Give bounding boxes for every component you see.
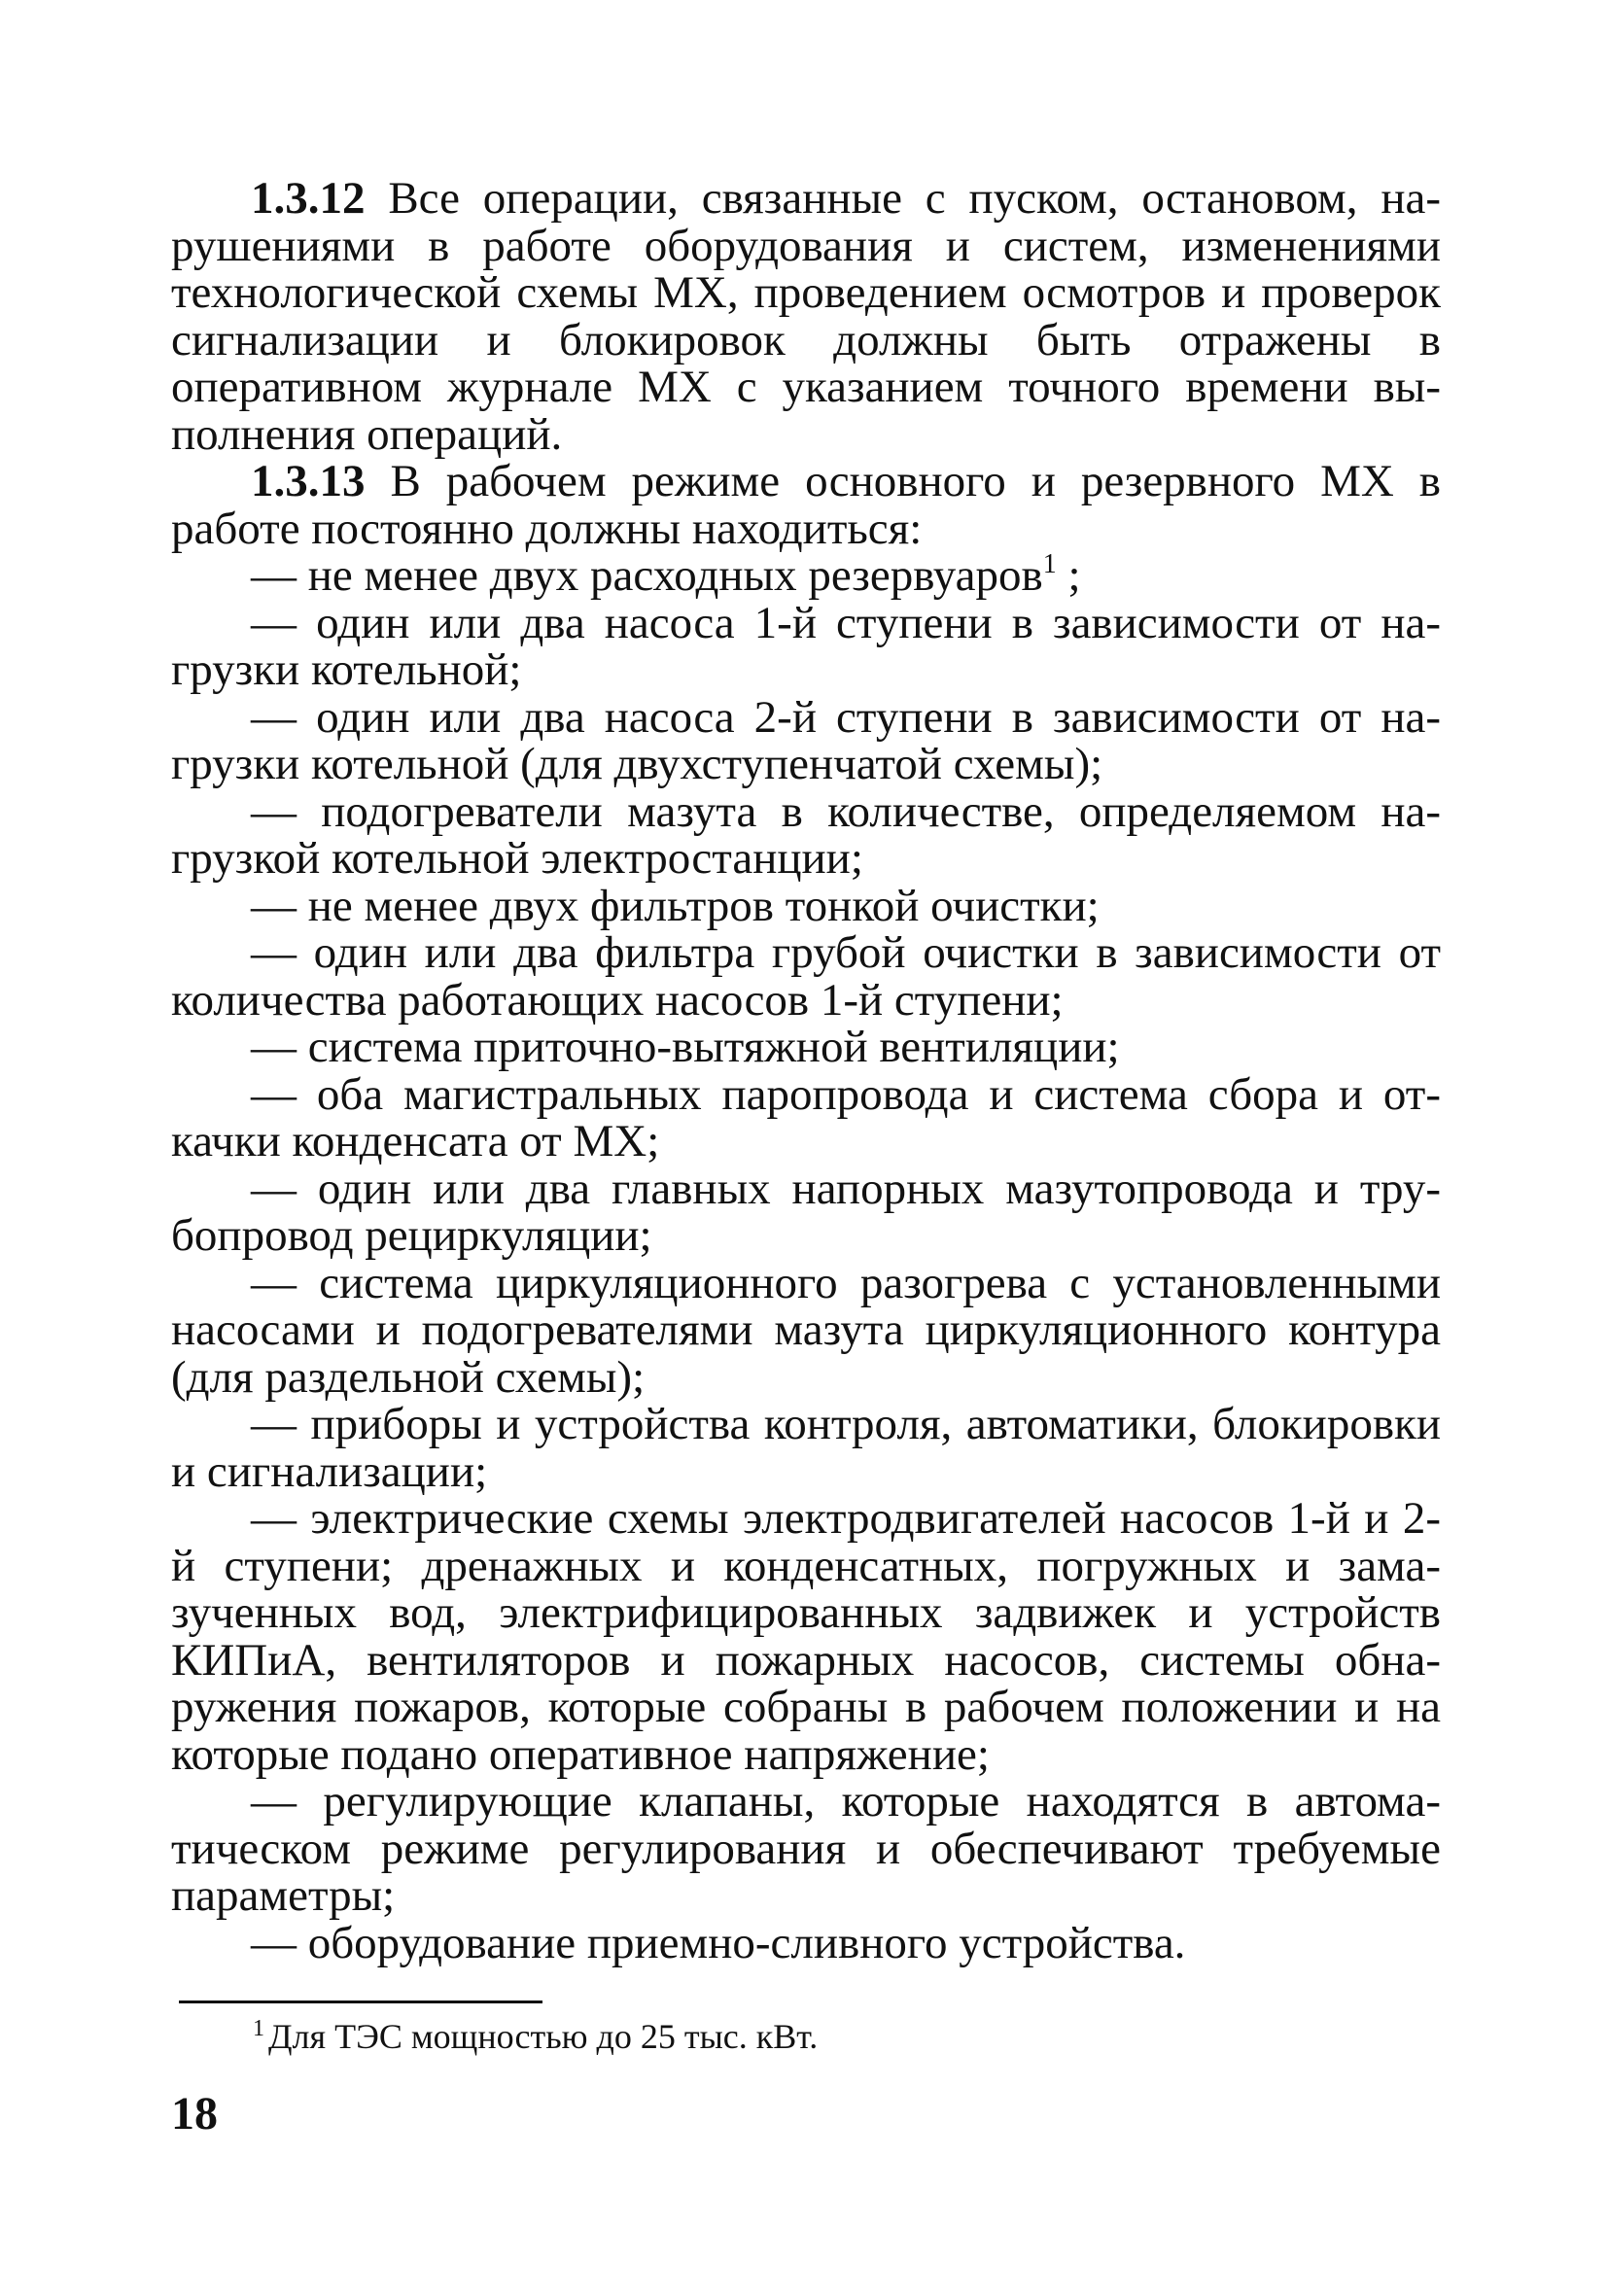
list-item: — не менее двух фильтров тонкой очистки; — [251, 880, 1100, 931]
list-item: — регулирующие клапаны, которые находятся в автоматическом режиме регулирования и обеспечивают требуемые параметры; — [171, 1776, 1441, 1921]
footnote-reference: 1 — [1042, 549, 1057, 579]
list-item: — один или два главных напорных мазутопровода и трубопровод рециркуляции; — [171, 1163, 1441, 1261]
list-item: — оба магистральных паропровода и система сбора и откачки конденсата от МХ; — [171, 1068, 1441, 1166]
footnote — [253, 2017, 818, 2056]
paragraph-text: В рабочем режиме основного и резервного МХ в работе постоянно должны находиться: — [171, 456, 1441, 554]
list-item: — приборы и устройства контроля, автоматики, блокировки и сигнализации; — [171, 1399, 1441, 1497]
list-item: — система циркуляционного разогрева с установленными насосами и подогревателями мазута циркуляционного контура (для раздельной схемы); — [171, 1257, 1441, 1403]
list-item: — электрические схемы электродвигателей насосов 1-й и 2-й ступени; дренажных и конденсатных, погружных и замазученных вод, электрифицированных задвижек и устройств КИПиА, вентиляторов и пожарных насосов, системы обнаружения пожаров, которые собраны в рабочем положении и на которые подано оперативное напряжение; — [171, 1493, 1441, 1780]
paragraph-1-3-13 — [171, 458, 1441, 552]
footnote-separator — [179, 2000, 542, 2003]
footnote-mark: 1 — [253, 2016, 264, 2041]
list-item: — система приточно-вытяжной вентиляции; — [251, 1022, 1120, 1072]
section-number: 1.3.12 — [251, 173, 366, 224]
page-number: 18 — [171, 2088, 218, 2139]
list-item: — один или два насоса 1-й ступени в зависимости от нагрузки котельной; — [171, 597, 1441, 695]
list-item: — подогреватели мазута в количестве, определяемом нагрузкой котельной электростанции; — [171, 785, 1441, 884]
main-text — [171, 175, 1441, 1966]
list-item: — не менее двух расходных резервуаров$^1$ ; — [251, 549, 1081, 601]
list-item: — один или два насоса 2-й ступени в зависимости от нагрузки котельной (для двухступенчатой схемы); — [171, 691, 1441, 789]
list-item: — один или два фильтра грубой очистки в зависимости от количества работающих насосов 1-й ступени; — [171, 927, 1441, 1026]
footnote-text: Для ТЭС мощностью до 25 тыс. кВт. — [268, 2017, 819, 2056]
list-item: — оборудование приемно-сливного устройства. — [251, 1917, 1186, 1968]
section-number: 1.3.13 — [251, 456, 366, 506]
paragraph-text: Все операции, связанные с пуском, остановом, нарушениями в работе оборудования и систем, изменениями технологической схемы МХ, проведением осмотров и проверок сигнализации и блокировок должны быть отражены в оперативном журнале МХ с указанием точного времени выполнения операций. — [171, 173, 1441, 460]
paragraph-1-3-12 — [171, 175, 1441, 458]
